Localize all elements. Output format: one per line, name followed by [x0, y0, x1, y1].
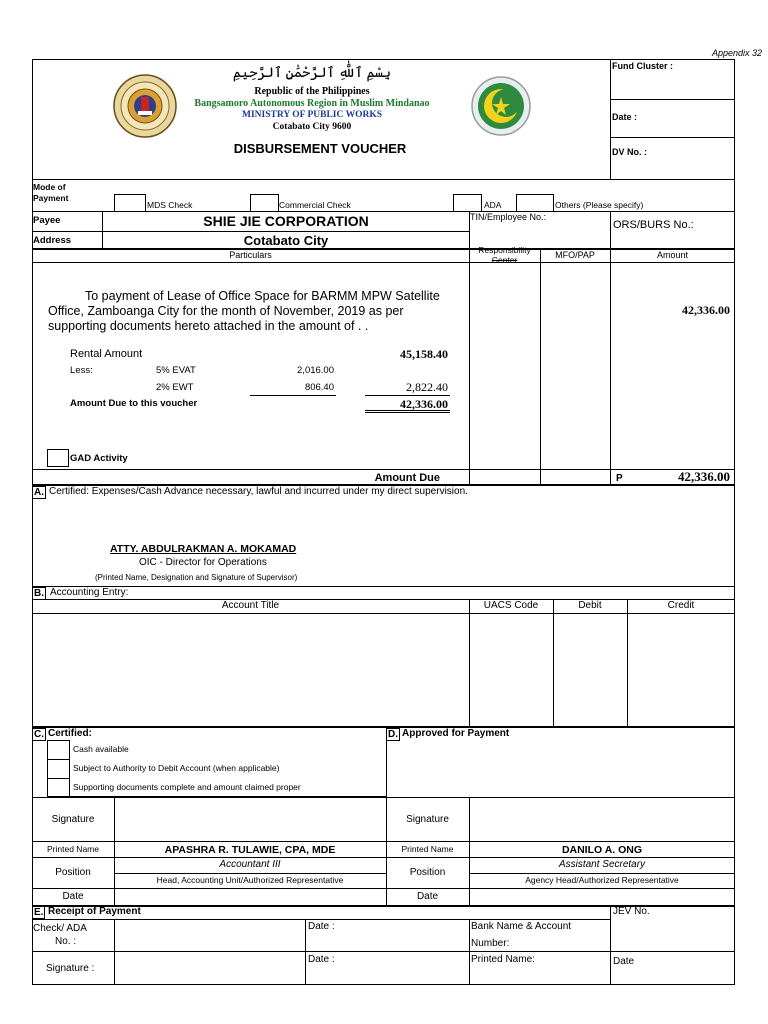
- barmm-seal-icon: [470, 75, 532, 137]
- mode-label: Mode of: [33, 182, 66, 192]
- bank-name-label: Bank Name & Account: [471, 921, 572, 932]
- others-box[interactable]: [516, 194, 554, 212]
- check-ada-no-label: No. :: [55, 936, 77, 947]
- section-d-label: Approved for Payment: [402, 728, 510, 739]
- ewt-label: 2% EWT: [156, 382, 194, 393]
- tin-label: TIN/Employee No.:: [470, 212, 547, 222]
- section-a-letter: A.: [34, 487, 44, 498]
- dv-no-label: DV No. :: [612, 147, 647, 157]
- d-date-label: Date: [416, 891, 439, 902]
- e-signature-label: Signature :: [46, 963, 95, 974]
- address-value: Cotabato City: [243, 233, 329, 248]
- credit-header: Credit: [667, 600, 695, 611]
- particulars-line-3: supporting documents hereto attached in the amount of . .: [48, 319, 369, 333]
- cash-available-label: Cash available: [73, 744, 129, 754]
- section-b-letter: B.: [34, 588, 44, 599]
- peso-sign: P: [616, 473, 623, 484]
- payee-value: SHIE JIE CORPORATION: [203, 213, 369, 229]
- mds-check-label: MDS Check: [147, 200, 193, 210]
- d-signature-field[interactable]: [470, 798, 734, 840]
- ministry-label: MINISTRY OF PUBLIC WORKS: [242, 110, 382, 120]
- amount-due-voucher-value: 42,336.00: [400, 397, 448, 411]
- evat-value: 2,016.00: [297, 365, 334, 376]
- payee-label: Payee: [33, 215, 61, 226]
- commercial-check-label: Commercial Check: [279, 200, 351, 210]
- payment-label: Payment: [33, 193, 69, 203]
- gad-activity-box[interactable]: [47, 449, 69, 467]
- particulars-header: Particulars: [229, 250, 272, 260]
- c-position-label: Position: [55, 867, 91, 878]
- responsibility-center-header: Responsibility: [478, 245, 531, 255]
- ors-burs-label: ORS/BURS No.:: [613, 219, 694, 231]
- particulars-line-1: To payment of Lease of Office Space for BARMM MPW Satellite: [85, 289, 440, 303]
- republic-label: Republic of the Philippines: [254, 86, 370, 97]
- section-e-letter: E.: [34, 907, 44, 918]
- c-position-sub: Head, Accounting Unit/Authorized Representative: [156, 875, 344, 885]
- arabic-basmala: بِسْمِ ٱللَّٰهِ ٱلرَّحْمَٰنِ ٱلرَّحِيمِ: [232, 66, 392, 81]
- uacs-code-header: UACS Code: [483, 600, 539, 611]
- section-d-letter: D.: [388, 729, 398, 740]
- rental-amount-value: 45,158.40: [400, 347, 448, 361]
- amount-due-value: 42,336.00: [678, 469, 730, 484]
- supervisor-position: OIC - Director for Operations: [139, 557, 267, 568]
- amount-due-label: Amount Due: [374, 472, 440, 484]
- commercial-check-box[interactable]: [250, 194, 279, 212]
- d-position-sub: Agency Head/Authorized Representative: [525, 875, 679, 885]
- region-label: Bangsamoro Autonomous Region in Muslim Mindanao: [194, 98, 430, 109]
- authority-debit-label: Subject to Authority to Debit Account (when applicable): [73, 763, 280, 773]
- responsibility-center-header-2: Center: [491, 255, 518, 265]
- ada-label: ADA: [484, 200, 502, 210]
- appendix-label: Appendix 32: [711, 48, 762, 58]
- c-position: Accountant III: [219, 859, 281, 870]
- ewt-value: 806.40: [304, 382, 334, 393]
- rental-amount-label: Rental Amount: [70, 348, 143, 360]
- address-label: Address: [33, 235, 72, 246]
- e-date-label-3: Date: [613, 956, 635, 967]
- amount-header: Amount: [656, 250, 689, 260]
- d-position-label: Position: [409, 867, 446, 878]
- section-b-label: Accounting Entry:: [50, 587, 129, 598]
- c-signature-field[interactable]: [115, 798, 385, 840]
- voucher-title: DISBURSEMENT VOUCHER: [233, 141, 407, 156]
- others-label: Others (Please specify): [555, 200, 644, 210]
- jev-no-label: JEV No.: [613, 906, 650, 917]
- supporting-docs-box[interactable]: [47, 778, 70, 798]
- supporting-docs-label: Supporting documents complete and amount claimed proper: [73, 782, 301, 792]
- authority-debit-box[interactable]: [47, 759, 70, 779]
- e-date-label-2: Date :: [308, 954, 335, 965]
- mds-check-box[interactable]: [114, 194, 146, 212]
- bank-number-label: Number:: [471, 938, 510, 949]
- section-c-label: Certified:: [48, 728, 92, 739]
- account-title-header: Account Title: [221, 600, 280, 611]
- evat-label: 5% EVAT: [156, 365, 196, 376]
- less-label: Less:: [70, 365, 93, 376]
- ministry-seal-icon: [112, 73, 178, 139]
- section-a-text: Certified: Expenses/Cash Advance necessary, lawful and incurred under my direct supervision.: [49, 486, 468, 497]
- deductions-total: 2,822.40: [406, 380, 448, 394]
- check-ada-label: Check/ ADA: [33, 923, 87, 934]
- supervisor-caption: (Printed Name, Designation and Signature of Supervisor): [95, 573, 298, 582]
- supervisor-name: ATTY. ABDULRAKMAN A. MOKAMAD: [110, 543, 297, 555]
- particulars-line-2: Office, Zamboanga City for the month of November, 2019 as per: [48, 304, 404, 318]
- particulars-amount: 42,336.00: [682, 303, 730, 317]
- cash-available-box[interactable]: [47, 740, 70, 760]
- c-printed-name-label: Printed Name: [47, 844, 99, 854]
- section-e-label: Receipt of Payment: [48, 906, 141, 917]
- section-c-letter: C.: [34, 729, 44, 740]
- mfo-pap-header: MFO/PAP: [555, 250, 595, 260]
- date-label: Date :: [612, 112, 638, 122]
- amount-due-voucher-label: Amount Due to this voucher: [70, 398, 198, 409]
- c-signature-label: Signature: [51, 814, 95, 825]
- d-position: Assistant Secretary: [558, 859, 646, 870]
- ada-box[interactable]: [453, 194, 482, 212]
- gad-activity-label: GAD Activity: [70, 453, 128, 464]
- d-signature-label: Signature: [406, 814, 449, 825]
- e-date-label-1: Date :: [308, 921, 335, 932]
- city-label: Cotabato City 9600: [272, 122, 352, 132]
- fund-cluster-label: Fund Cluster :: [612, 61, 673, 71]
- e-printed-name-label: Printed Name:: [471, 954, 535, 965]
- debit-header: Debit: [578, 600, 602, 611]
- c-printed-name: APASHRA R. TULAWIE, CPA, MDE: [164, 844, 336, 856]
- d-printed-name: DANILO A. ONG: [561, 844, 643, 856]
- c-date-label: Date: [62, 891, 84, 902]
- d-printed-name-label: Printed Name: [401, 844, 454, 854]
